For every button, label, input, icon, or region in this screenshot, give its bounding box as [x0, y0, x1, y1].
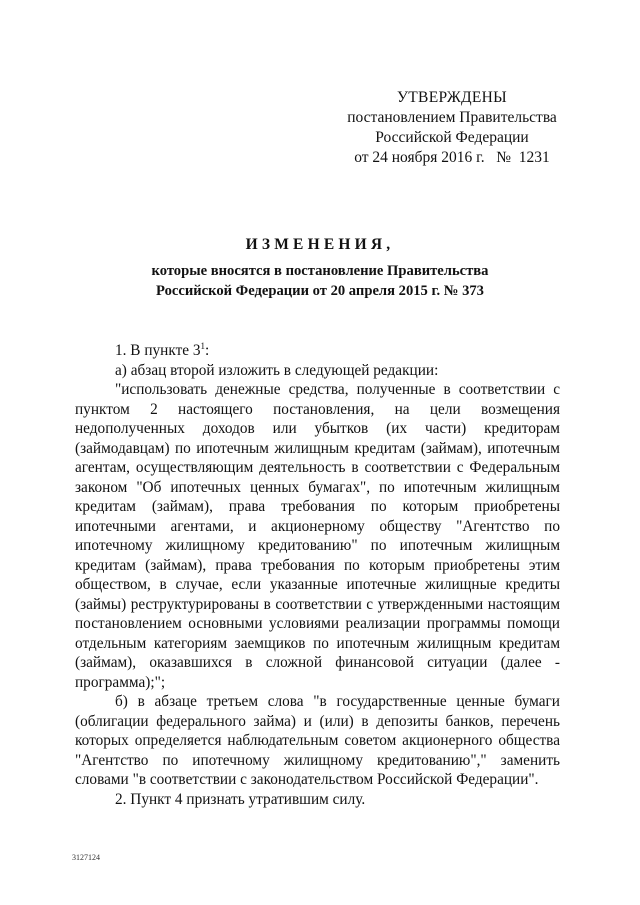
item-1-suffix: : [205, 342, 210, 359]
item-1-prefix: 1. В пункте 3 [115, 342, 201, 359]
paragraph-quote: "использовать денежные средства, полученные в соответствии с пунктом 2 настоящего постановления, на цели возмещения недополученных доходов или убытков (их части) кредиторам (займодавцам) по ипотечным жилищным кредитам (займам), ипотечным агентам, осуществляющим деятельность в соответствии с Федеральным законом "Об ипотечных ценных бумагах", по ипотечным жилищным кредитам (займам), права требования по которым приобретены ипотечными агентами, и акционерному обществу "Агентство по ипотечному жилищному кредитованию" по ипотечным жилищным кредитам (займам), права требования по которым приобретены этим обществом, в случае, если указанные ипотечные жилищные кредиты (займы) реструктурированы в соответствии с утвержденными настоящим постановлением основными условиями реализации программы помощи отдельным категориям заемщиков по ипотечным жилищным кредитам (займам), оказавшихся в сложной финансовой ситуации (далее - программа);"; [75, 381, 560, 691]
document-subtitle [60, 262, 580, 301]
approval-line: Российской Федерации [375, 129, 529, 146]
approval-block [336, 88, 568, 168]
subtitle-line: Российской Федерации от 20 апреля 2015 г. № 373 [156, 282, 484, 299]
item-1-superscript: 1 [200, 341, 206, 351]
document-code: 3127124 [72, 853, 100, 862]
approval-date-line: от 24 ноября 2016 г. № 1231 [354, 149, 550, 166]
approval-title: УТВЕРЖДЕНЫ [397, 89, 507, 106]
paragraph-sub-a: а) абзац второй изложить в следующей редакции: [115, 361, 439, 379]
paragraph-item-1 [75, 341, 560, 361]
approval-line: постановлением Правительства [347, 109, 557, 126]
document-body [75, 341, 560, 809]
document-title: ИЗМЕНЕНИЯ, [245, 236, 395, 253]
paragraph-sub-b: б) в абзаце третьем слова "в государственные ценные бумаги (облигации федерального займа) и (или) в депозиты банков, перечень которых определяется наблюдательным советом акционерного общества "Агентство по ипотечному жилищному кредитованию"," заменить словами "в соответствии с законодательством Российской Федерации". [75, 693, 560, 788]
paragraph-item-2: 2. Пункт 4 признать утратившим силу. [115, 790, 366, 808]
subtitle-line: которые вносятся в постановление Правительства [151, 263, 489, 279]
